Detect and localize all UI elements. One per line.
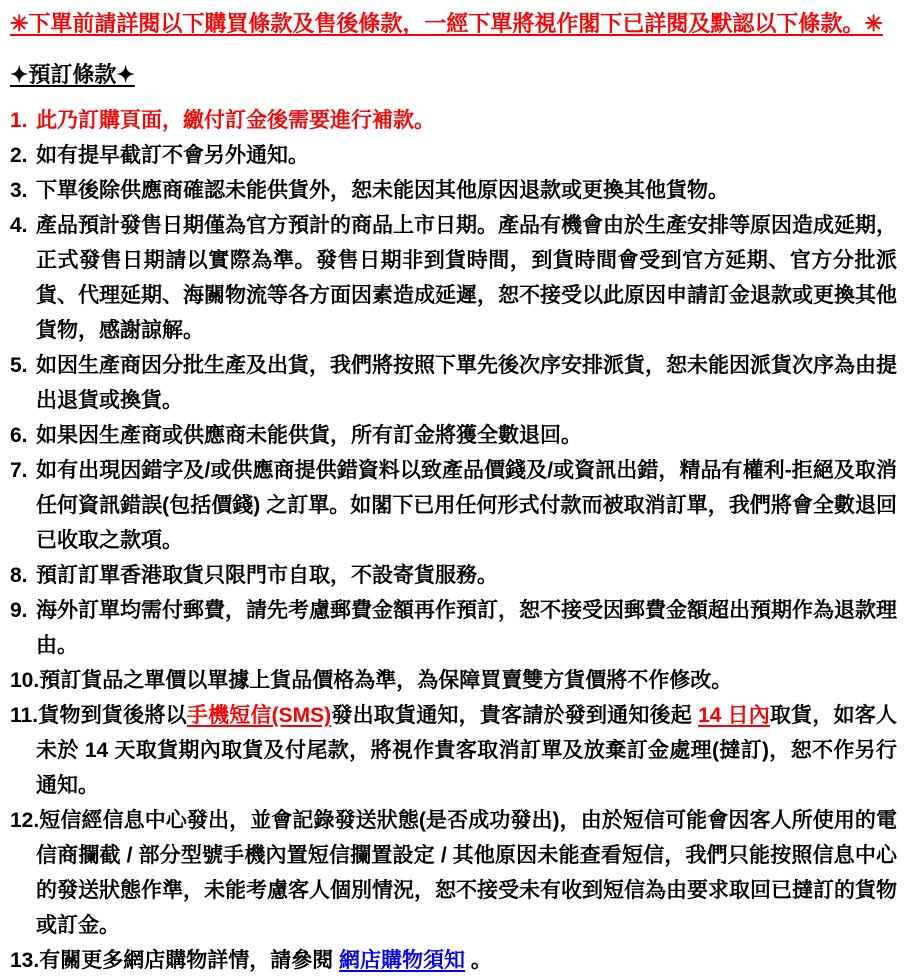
- term-number: 4.: [10, 214, 28, 237]
- term-text: 海外訂單均需付郵費，請先考慮郵費金額再作預訂，恕不接受因郵費金額超出預期作為退款理由。: [36, 599, 897, 657]
- term-text: 如果因生產商或供應商未能供貨，所有訂金將獲全數退回。: [36, 424, 582, 447]
- term-number: 9.: [10, 599, 28, 622]
- term-item: [10, 138, 897, 173]
- term-item: [10, 208, 897, 348]
- term-number: 10.: [10, 669, 40, 692]
- term-text: 發出取貨通知，貴客請於發到通知後起: [331, 704, 699, 727]
- term-text: 貨物到貨後將以: [38, 704, 187, 727]
- term-item: [10, 593, 897, 663]
- term-text: 有關更多網店購物詳情，請參閱: [39, 949, 340, 972]
- term-number: 11.: [10, 704, 39, 727]
- term-number: 8.: [10, 564, 28, 587]
- term-text: 預訂貨品之單價以單據上貨品價格為準，為保障買賣雙方貨價將不作修改。: [39, 669, 733, 692]
- term-number: 3.: [10, 179, 28, 202]
- pre-order-notice-banner: ✳下單前請詳閱以下購買條款及售後條款，一經下單將視作閣下已詳閱及默認以下條款。✳: [10, 11, 883, 36]
- term-text: 如有出現因錯字及/或供應商提供錯資料以致產品價錢及/或資訊出錯，精品有權利-拒絕及取消任何資訊錯誤(包括價錢) 之訂單。如閣下已用任何形式付款而被取消訂單，我們將會全數退回已收取之款項。: [36, 459, 897, 552]
- term-item: [10, 558, 897, 593]
- term-number: 6.: [10, 424, 28, 447]
- section-title-row: [10, 60, 897, 103]
- term-item: [10, 698, 897, 803]
- term-item: [10, 173, 897, 208]
- term-number: 5.: [10, 354, 28, 377]
- term-text: 短信經信息中心發出，並會記錄發送狀態(是否成功發出)，由於短信可能會因客人所使用的電信商攔截 / 部分型號手機內置短信攔置設定 / 其他原因未能查看短信，我們只能按照信息中心的發送狀態作準，未能考慮客人個別情況，恕不接受未有收到短信為由要求取回已撻訂的貨物或訂金。: [36, 809, 897, 937]
- term-text: 下單後除供應商確認未能供貨外，恕未能因其他原因退款或更換其他貨物。: [36, 179, 729, 202]
- term-number: 7.: [10, 459, 28, 482]
- term-item: [10, 943, 897, 978]
- terms-list: [10, 103, 897, 978]
- term-item: [10, 663, 897, 698]
- term-item: [10, 803, 897, 943]
- shop-guide-link[interactable]: 網店購物須知: [339, 949, 466, 972]
- term-item: [10, 453, 897, 558]
- term-text: 如有提早截訂不會另外通知。: [36, 144, 309, 167]
- term-number: 2.: [10, 144, 28, 167]
- term-number: 12.: [10, 809, 40, 832]
- term-text: 產品預計發售日期僅為官方預計的商品上市日期。產品有機會由於生產安排等原因造成延期，正式發售日期請以實際為準。發售日期非到貨時間，到貨時間會受到官方延期、官方分批派貨、代理延期、海關物流等各方面因素造成延遲，恕不接受以此原因申請訂金退款或更換其他貨物，感謝諒解。: [36, 214, 897, 342]
- term-number: 13.: [10, 949, 40, 972]
- term-item: [10, 418, 897, 453]
- term-text: 如因生產商因分批生產及出貨，我們將按照下單先後次序安排派貨，恕未能因派貨次序為由提出退貨或換貨。: [36, 354, 897, 412]
- section-title: ✦預訂條款✦: [10, 62, 135, 87]
- term-text: 預訂訂單香港取貨只限門市自取，不設寄貨服務。: [36, 564, 498, 587]
- term-text-red: 此乃訂購頁面，繳付訂金後需要進行補款。: [36, 109, 435, 132]
- term-text: 。: [465, 949, 492, 972]
- term-text: 取貨，如客人未於 14 天取貨期內取貨及付尾款，將視作貴客取消訂單及放棄訂金處理(撻訂)，恕不作另行通知。: [36, 704, 897, 797]
- highlighted-red-text: 手機短信(SMS): [186, 704, 332, 727]
- term-item: [10, 103, 897, 138]
- term-number: 1.: [10, 109, 28, 132]
- term-item: [10, 348, 897, 418]
- highlighted-red-text: 14 日內: [698, 704, 770, 727]
